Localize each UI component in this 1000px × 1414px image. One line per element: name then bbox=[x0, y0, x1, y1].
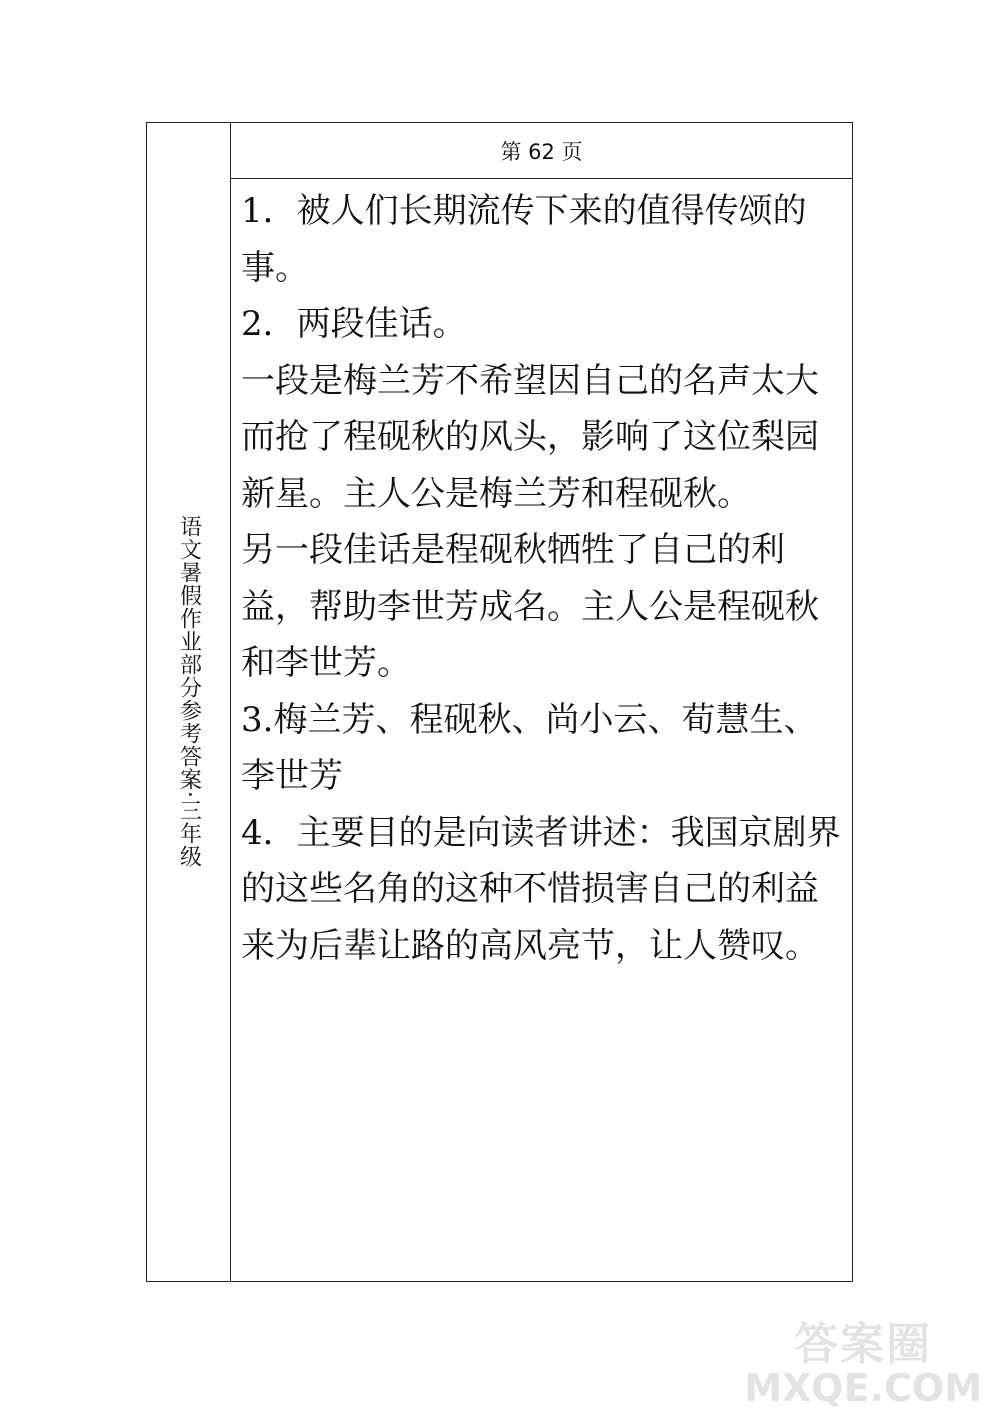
side-column bbox=[147, 123, 231, 1281]
answer-sheet-frame bbox=[146, 122, 853, 1282]
answer-paragraph: 1．被人们长期流传下来的值得传颂的事。 bbox=[241, 191, 807, 288]
watermark-logo: 答案圈 bbox=[794, 1319, 933, 1370]
answer-paragraph: 3.梅兰芳、程砚秋、尚小云、荀慧生、李世芳 bbox=[241, 699, 818, 796]
side-title: 语文暑假作业部分参考答案·三年级 bbox=[176, 515, 202, 868]
page-number-header: 第 62 页 bbox=[231, 123, 852, 179]
watermark bbox=[744, 1319, 982, 1410]
answer-paragraph: 2．两段佳话。 bbox=[241, 304, 467, 344]
watermark-url: MXQE.COM bbox=[744, 1366, 982, 1410]
answer-paragraph: 另一段佳话是程砚秋牺牲了自己的利益，帮助李世芳成名。主人公是程砚秋和李世芳。 bbox=[241, 530, 819, 683]
answer-list bbox=[231, 179, 852, 974]
answer-column bbox=[231, 123, 852, 1281]
answer-paragraph: 一段是梅兰芳不希望因自己的名声太大而抢了程砚秋的风头，影响了这位梨园新星。主人公是梅兰芳和程砚秋。 bbox=[241, 360, 819, 514]
answer-paragraph: 4．主要目的是向读者讲述：我国京剧界的这些名角的这种不惜损害自己的利益来为后辈让路的高风亮节，让人赞叹。 bbox=[241, 812, 841, 966]
